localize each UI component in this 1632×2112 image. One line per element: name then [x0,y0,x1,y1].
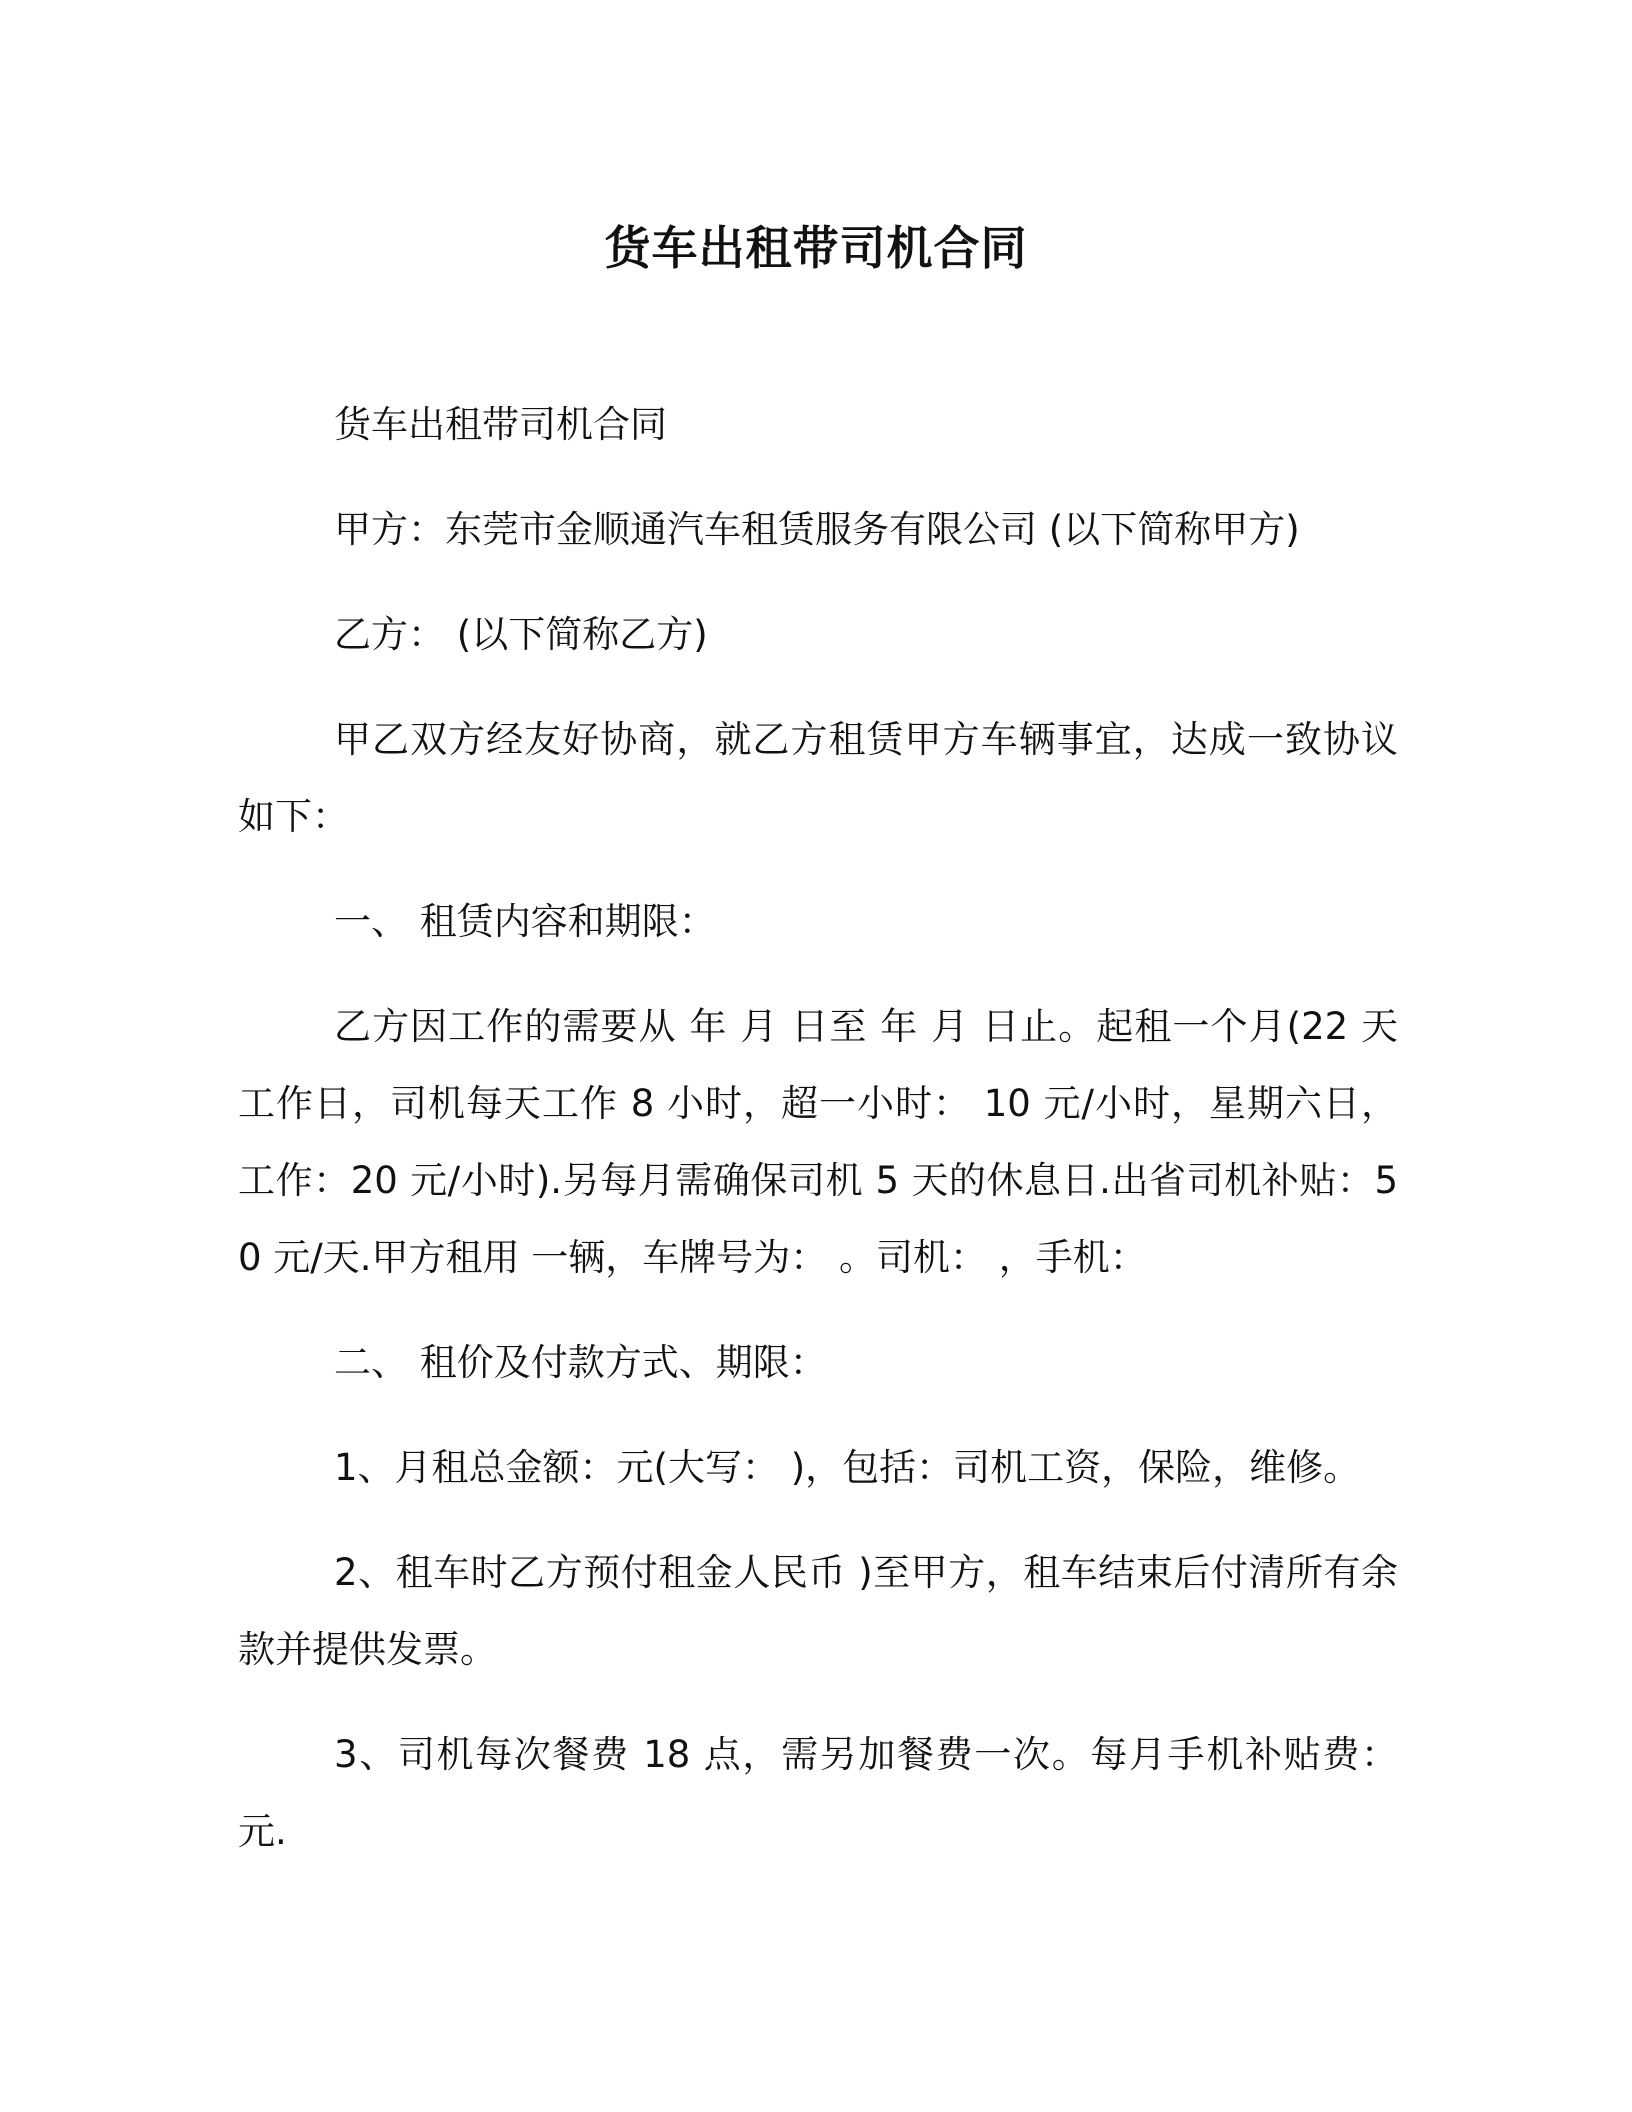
paragraph-party-b: 乙方： (以下简称乙方) [334,613,708,656]
paragraph-clause-1: 1、月租总金额：元(大写： )，包括：司机工资，保险，维修。 [334,1446,1361,1489]
paragraph-lease-details: 乙方因工作的需要从 年 月 日至 年 月 日止。起租一个月(22 天工作日，司机每天工作 8 小时，超一小时： 10 元/小时，星期六日，工作：20 元/小时).另每月需确保司机 5 天的休息日.出省司机补贴：50 元/天.甲方租用 一辆，车牌号为： 。司机： ，手机： [238,1005,1398,1279]
paragraph-heading: 货车出租带司机合同 [334,403,667,446]
paragraph-clause-2: 2、租车时乙方预付租金人民币 )至甲方，租车结束后付清所有余款并提供发票。 [238,1551,1398,1671]
section-heading-rent-payment: 二、 租价及付款方式、期限： [334,1341,827,1384]
document-body [238,386,1398,1898]
paragraph-party-a: 甲方：东莞市金顺通汽车租赁服务有限公司 (以下简称甲方) [334,508,1300,551]
document-title: 货车出租带司机合同 [604,221,1028,275]
paragraph-clause-3: 3、司机每次餐费 18 点，需另加餐费一次。每月手机补贴费：元. [238,1733,1398,1853]
section-heading-lease-term: 一、 租赁内容和期限： [334,900,716,943]
paragraph-agreement-intro: 甲乙双方经友好协商，就乙方租赁甲方车辆事宜，达成一致协议如下： [238,718,1398,838]
